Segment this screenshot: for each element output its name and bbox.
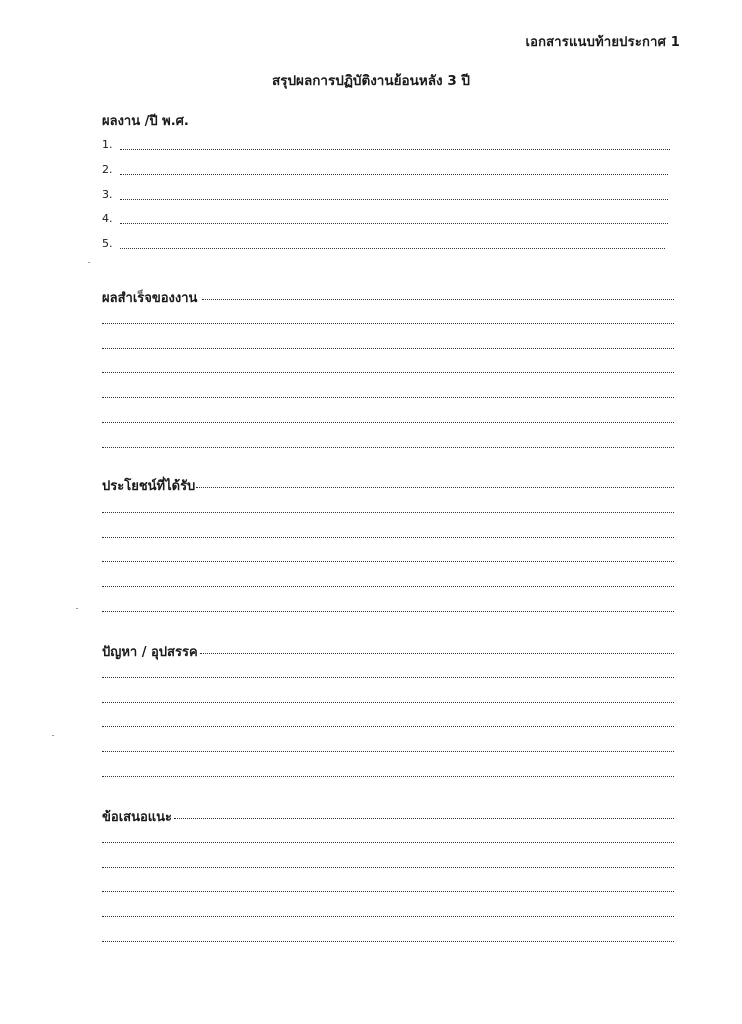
fill-in-line [120,197,668,200]
work-item-number: 2. [102,163,113,176]
fill-in-line [102,347,674,349]
fill-in-line [120,246,665,249]
fill-in-line [102,866,674,868]
work-item-5 [102,237,665,251]
fill-in-line [102,536,674,538]
fill-in-line [102,446,674,448]
fill-in-line [102,676,674,678]
scan-speck [88,262,90,263]
fill-in-line [120,172,668,175]
fill-in-line [102,725,674,727]
benefits-heading: ประโยชน์ที่ได้รับ [102,479,196,494]
work-item-4 [102,212,668,226]
work-item-3 [102,188,668,202]
work-by-year-heading: ผลงาน /ปี พ.ศ. [102,114,189,129]
fill-in-line [120,147,670,150]
fill-in-line [120,221,668,224]
fill-in-line [200,652,674,654]
work-item-number: 5. [102,237,113,250]
fill-in-line [174,817,674,819]
fill-in-line [102,775,674,777]
fill-in-line [102,511,674,513]
fill-in-line [202,298,674,300]
fill-in-line [102,701,674,703]
fill-in-line [102,585,674,587]
fill-in-line [102,560,674,562]
fill-in-line [102,396,674,398]
fill-in-line [102,610,674,612]
work-item-1 [102,138,670,152]
scan-speck [76,608,78,609]
achievements-heading: ผลสำเร็จของงาน [102,291,198,306]
fill-in-line [102,750,674,752]
fill-in-line [196,486,674,488]
fill-in-line [102,322,674,324]
work-item-number: 4. [102,212,113,225]
work-item-2 [102,163,668,177]
fill-in-line [102,371,674,373]
fill-in-line [102,890,674,892]
work-item-number: 3. [102,188,113,201]
suggestions-heading: ข้อเสนอแนะ [102,810,173,825]
scan-speck [52,735,54,736]
fill-in-line [102,421,674,423]
work-item-number: 1. [102,138,113,151]
fill-in-line [102,841,674,843]
document-title: สรุปผลการปฏิบัติงานย้อนหลัง 3 ปี [272,73,470,89]
annex-label: เอกสารแนบท้ายประกาศ 1 [525,35,680,50]
fill-in-line [102,940,674,942]
problems-heading: ปัญหา / อุปสรรค [102,645,198,660]
fill-in-line [102,915,674,917]
